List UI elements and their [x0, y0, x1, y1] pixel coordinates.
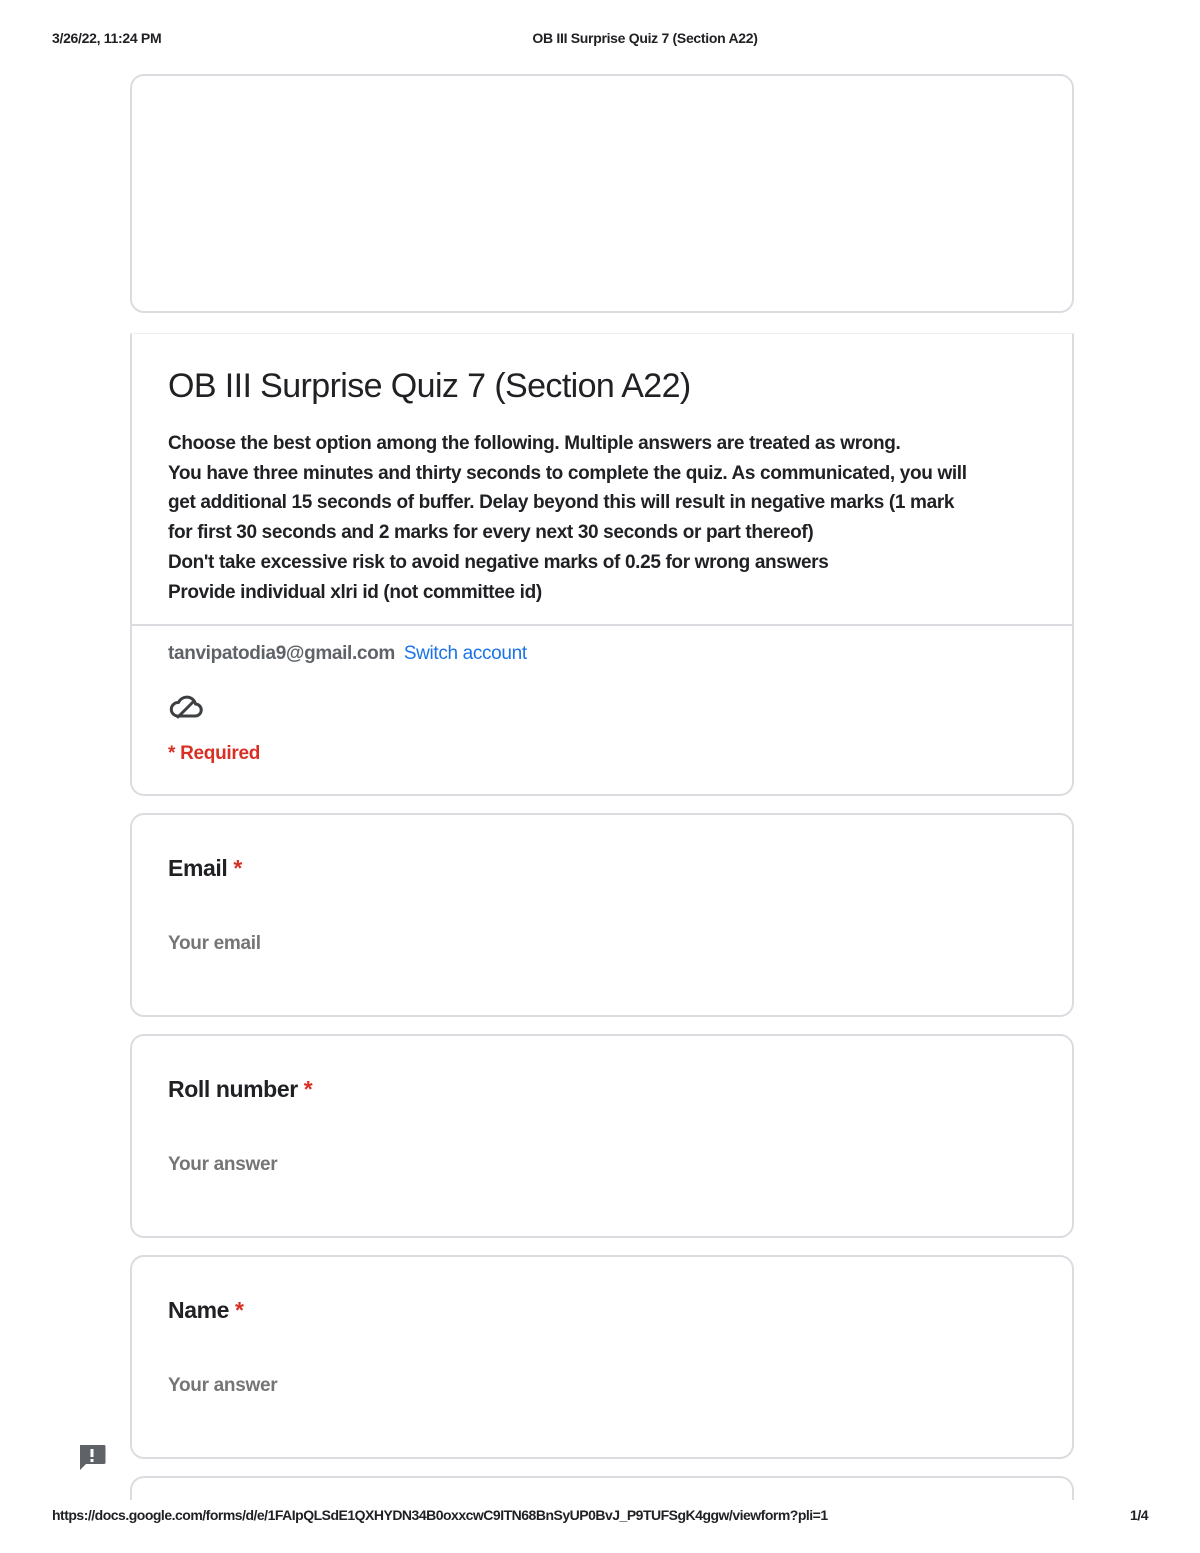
- form-description-line: get additional 15 seconds of buffer. Delay beyond this will result in negative marks (1 mark: [168, 492, 955, 514]
- name-input[interactable]: [168, 1375, 468, 1397]
- question-label: [168, 855, 242, 882]
- question-card-email: [130, 813, 1074, 1017]
- question-label: [168, 1076, 312, 1103]
- question-label-text: Name: [168, 1297, 230, 1323]
- form-description: [168, 429, 1048, 607]
- question-card-roll-number: [130, 1034, 1074, 1238]
- print-header: [52, 30, 1148, 50]
- header-banner: [130, 74, 1074, 313]
- form-description-line: Don't take excessive risk to avoid negative marks of 0.25 for wrong answers: [168, 551, 829, 573]
- required-star: *: [303, 1076, 313, 1102]
- required-star: *: [233, 855, 242, 881]
- cloud-offline-icon: [168, 693, 204, 721]
- print-doc-title: OB III Surprise Quiz 7 (Section A22): [532, 30, 758, 46]
- switch-account-link[interactable]: Switch account: [403, 643, 527, 664]
- form-description-line: You have three minutes and thirty seconds to complete the quiz. As communicated, you will: [168, 462, 967, 484]
- form-title: OB III Surprise Quiz 7 (Section A22): [168, 367, 691, 405]
- print-datetime: 3/26/22, 11:24 PM: [52, 30, 162, 46]
- account-row: [168, 643, 527, 665]
- account-email: tanvipatodia9@gmail.com: [168, 643, 395, 664]
- print-page-number: 1/4: [1130, 1507, 1148, 1523]
- title-divider: [132, 624, 1072, 626]
- form-description-line: for first 30 seconds and 2 marks for every next 30 seconds or part thereof): [168, 522, 814, 544]
- required-star: *: [235, 1297, 244, 1323]
- print-url: https://docs.google.com/forms/d/e/1FAIpQLSdE1QXHYDN34B0oxxcwC9ITN68BnSyUP0BvJ_P9TUFSgK4ggw/viewform?pli=1: [52, 1507, 828, 1523]
- question-label-text: Roll number: [168, 1076, 298, 1102]
- question-label-text: Email: [168, 855, 228, 881]
- question-label: [168, 1297, 244, 1324]
- form-description-line: Choose the best option among the following. Multiple answers are treated as wrong.: [168, 433, 901, 454]
- form-title-card: [130, 333, 1074, 796]
- email-input[interactable]: [168, 933, 468, 955]
- title-card-top-edge: [130, 333, 1074, 345]
- question-card-name: [130, 1255, 1074, 1459]
- roll-number-input[interactable]: [168, 1154, 468, 1176]
- report-problem-icon[interactable]: [77, 1442, 107, 1472]
- form-description-line: Provide individual xlri id (not committee id): [168, 581, 542, 603]
- required-note: * Required: [168, 743, 261, 764]
